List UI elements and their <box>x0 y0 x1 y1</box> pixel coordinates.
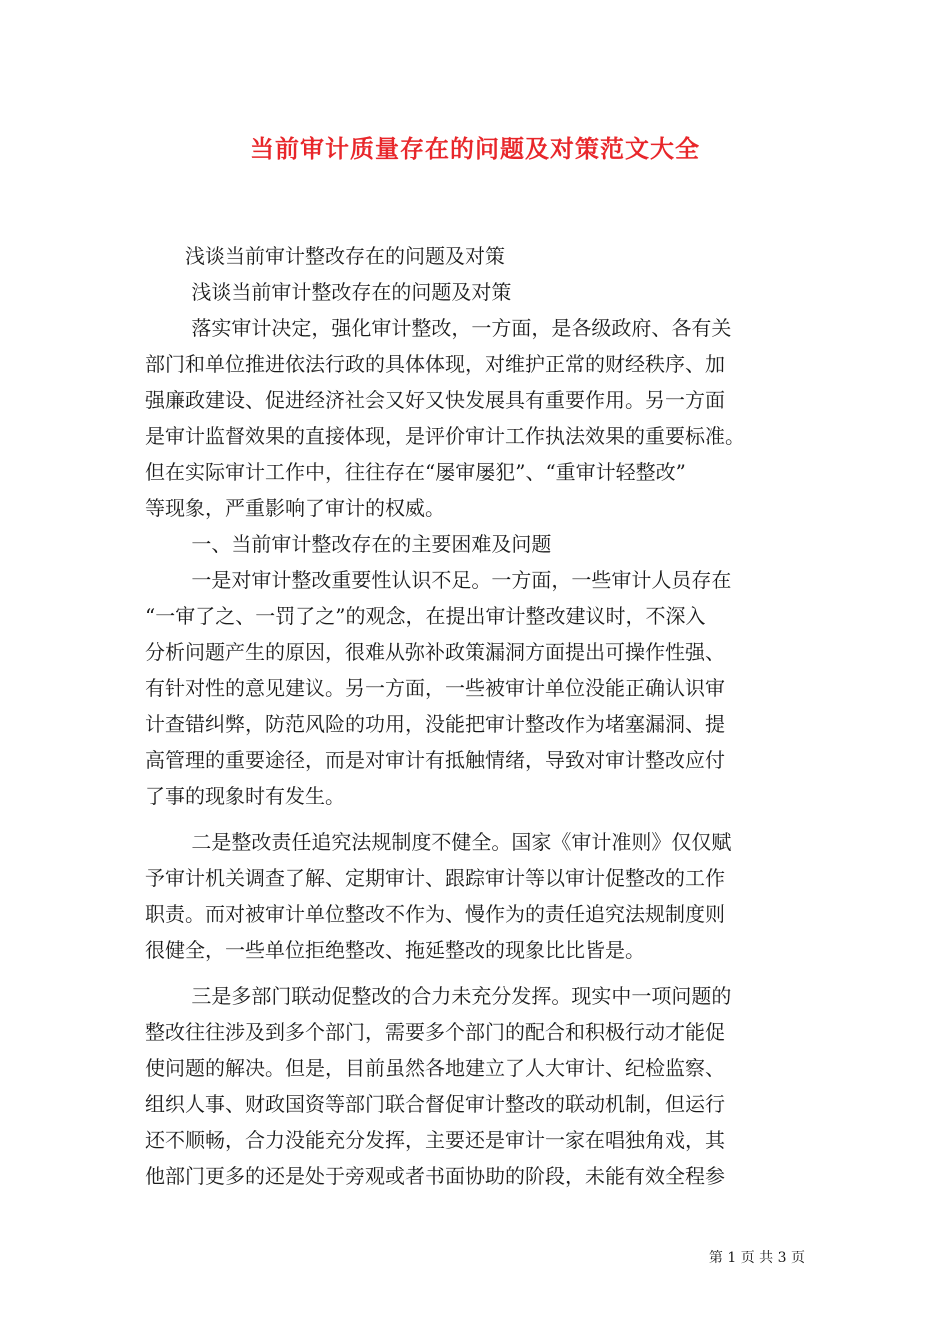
text-line: 是审计监督效果的直接体现，是评价审计工作执法效果的重要标准。 <box>145 424 745 448</box>
text-line: 高管理的重要途径，而是对审计有抵触情绪，导致对审计整改应付 <box>145 748 725 772</box>
text-line: 使问题的解决。但是，目前虽然各地建立了人大审计、纪检监察、 <box>145 1056 725 1080</box>
text-line: 有针对性的意见建议。另一方面，一些被审计单位没能正确认识审 <box>145 676 725 700</box>
text-line: 很健全，一些单位拒绝整改、拖延整改的现象比比皆是。 <box>145 938 645 962</box>
text-line: 计查错纠弊，防范风险的功用，没能把审计整改作为堵塞漏洞、提 <box>145 712 725 736</box>
paragraph-spacer <box>145 968 817 978</box>
text-line: 但在实际审计工作中，往往存在“屡审屡犯”、“重审计轻整改” <box>145 460 686 484</box>
paragraph-spacer <box>145 814 817 824</box>
text-line: 予审计机关调查了解、定期审计、跟踪审计等以审计促整改的工作 <box>145 866 725 890</box>
text-line: 职责。而对被审计单位整改不作为、慢作为的责任追究法规制度则 <box>145 902 725 926</box>
text-line: 整改往往涉及到多个部门，需要多个部门的配合和积极行动才能促 <box>145 1020 725 1044</box>
text-line: 一、当前审计整改存在的主要困难及问题 <box>145 532 552 556</box>
text-line: 了事的现象时有发生。 <box>145 784 345 808</box>
text-line: 部门和单位推进依法行政的具体体现，对维护正常的财经秩序、加 <box>145 352 725 376</box>
text-line: 三是多部门联动促整改的合力未充分发挥。现实中一项问题的 <box>145 984 732 1008</box>
document-body <box>145 238 817 1194</box>
text-line: 等现象，严重影响了审计的权威。 <box>145 496 445 520</box>
document-title: 当前审计质量存在的问题及对策范文大全 <box>250 134 700 163</box>
text-line: “一审了之、一罚了之”的观念，在提出审计整改建议时，不深入 <box>145 604 706 628</box>
text-line: 浅谈当前审计整改存在的问题及对策 <box>145 244 505 268</box>
text-line: 组织人事、财政国资等部门联合督促审计整改的联动机制，但运行 <box>145 1092 725 1116</box>
text-line: 分析问题产生的原因，很难从弥补政策漏洞方面提出可操作性强、 <box>145 640 725 664</box>
text-line: 落实审计决定，强化审计整改，一方面，是各级政府、各有关 <box>145 316 732 340</box>
text-line: 一是对审计整改重要性认识不足。一方面，一些审计人员存在 <box>145 568 732 592</box>
text-line: 他部门更多的还是处于旁观或者书面协助的阶段，未能有效全程参 <box>145 1164 725 1188</box>
text-line: 浅谈当前审计整改存在的问题及对策 <box>145 280 512 304</box>
text-line: 强廉政建设、促进经济社会又好又快发展具有重要作用。另一方面 <box>145 388 725 412</box>
text-line: 还不顺畅，合力没能充分发挥，主要还是审计一家在唱独角戏，其 <box>145 1128 725 1152</box>
text-line: 二是整改责任追究法规制度不健全。国家《审计准则》仅仅赋 <box>145 830 732 854</box>
page-number: 第 1 页 共 3 页 <box>708 1250 805 1266</box>
